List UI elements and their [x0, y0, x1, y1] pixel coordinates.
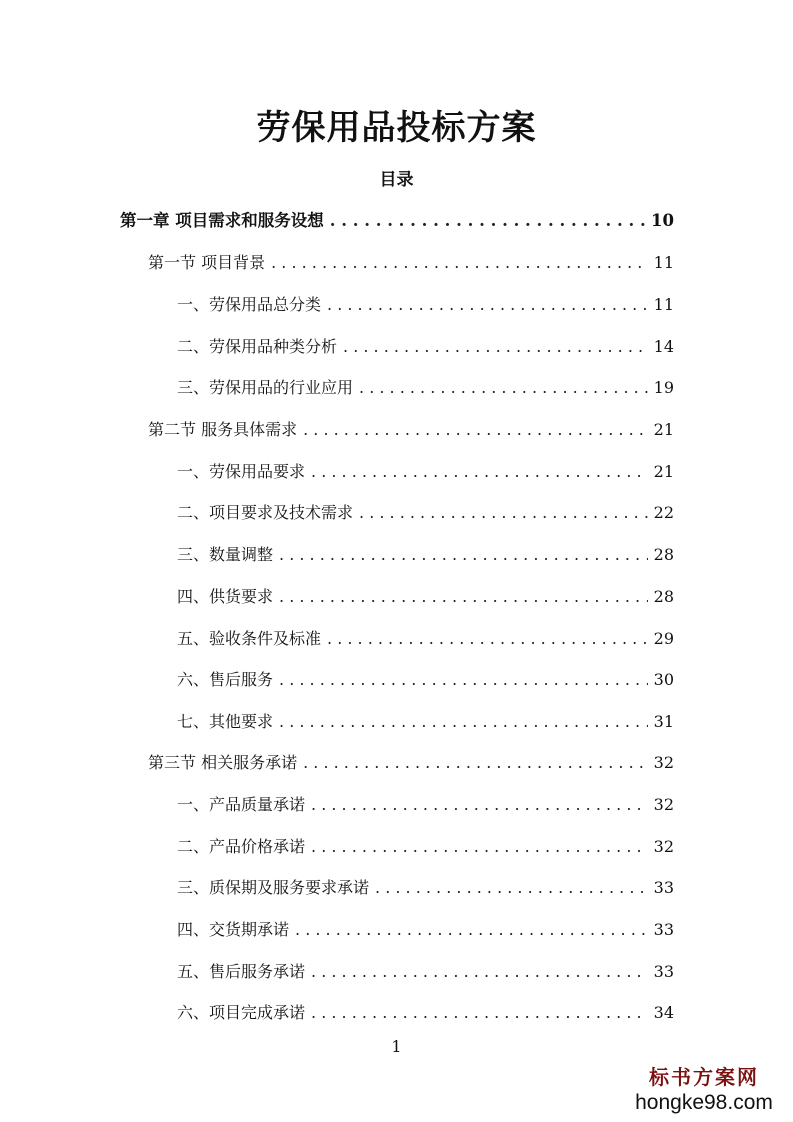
toc-entry-page: 33 — [653, 878, 674, 897]
toc-entry-item[interactable] — [177, 1000, 674, 1026]
toc-entry-item[interactable] — [177, 542, 674, 568]
toc-entry-item[interactable] — [177, 584, 674, 610]
toc-entry-item[interactable] — [177, 459, 674, 485]
toc-leader-dots — [303, 417, 648, 443]
toc-entry-label: 二、产品价格承诺 — [177, 837, 306, 856]
toc-entry-page: 33 — [653, 920, 674, 939]
toc-entry-label: 一、劳保用品总分类 — [177, 295, 322, 314]
toc-leader-dots — [311, 792, 648, 818]
toc-entry-label: 二、劳保用品种类分析 — [177, 337, 338, 356]
toc-entry-item[interactable] — [177, 917, 674, 943]
toc-leader-dots — [279, 709, 648, 735]
toc-leader-dots — [271, 250, 648, 276]
toc-entry-item[interactable] — [177, 959, 674, 985]
toc-entry-label: 第一章 项目需求和服务设想 — [120, 211, 324, 230]
toc-leader-dots — [330, 208, 645, 234]
toc-entry-page: 22 — [653, 503, 674, 522]
toc-entry-page: 32 — [653, 837, 674, 856]
toc-entry-label: 第三节 相关服务承诺 — [148, 753, 298, 772]
toc-entry-item[interactable] — [177, 792, 674, 818]
page-number: 1 — [391, 1037, 402, 1056]
toc-entry-page: 11 — [653, 253, 674, 272]
toc-leader-dots — [279, 667, 648, 693]
toc-entry-label: 三、劳保用品的行业应用 — [177, 378, 354, 397]
toc-leader-dots — [279, 542, 648, 568]
toc-leader-dots — [311, 959, 648, 985]
toc-entry-item[interactable] — [177, 709, 674, 735]
watermark-url: hongke98.com — [635, 1091, 773, 1114]
toc-entry-label: 六、项目完成承诺 — [177, 1003, 306, 1022]
toc-entry-item[interactable] — [177, 334, 674, 360]
toc-entry-page: 21 — [653, 462, 674, 481]
toc-entry-page: 29 — [653, 629, 674, 648]
toc-entry-label: 一、劳保用品要求 — [177, 462, 306, 481]
toc-entry-page: 33 — [653, 962, 674, 981]
toc-entry-label: 六、售后服务 — [177, 670, 274, 689]
toc-entry-section-3[interactable] — [148, 750, 674, 776]
toc-leader-dots — [311, 459, 648, 485]
toc-entry-label: 七、其他要求 — [177, 712, 274, 731]
toc-leader-dots — [311, 834, 648, 860]
toc-entry-item[interactable] — [177, 500, 674, 526]
toc-entry-label: 四、交货期承诺 — [177, 920, 290, 939]
toc-entry-page: 34 — [653, 1003, 674, 1022]
toc-leader-dots — [327, 292, 648, 318]
toc-entry-item[interactable] — [177, 875, 674, 901]
toc-leader-dots — [359, 500, 648, 526]
toc-entry-page: 19 — [653, 378, 674, 397]
toc-entry-page: 31 — [653, 712, 674, 731]
toc-entry-label: 二、项目要求及技术需求 — [177, 503, 354, 522]
toc-entry-page: 14 — [653, 337, 674, 356]
toc-entry-page: 28 — [653, 545, 674, 564]
toc-entry-section-2[interactable] — [148, 417, 674, 443]
toc-entry-item[interactable] — [177, 292, 674, 318]
toc-entry-label: 三、质保期及服务要求承诺 — [177, 878, 370, 897]
toc-heading: 目录 — [379, 170, 414, 190]
toc-entry-item[interactable] — [177, 834, 674, 860]
toc-leader-dots — [311, 1000, 648, 1026]
toc-entry-item[interactable] — [177, 375, 674, 401]
toc-entry-page: 11 — [653, 295, 674, 314]
document-title: 劳保用品投标方案 — [256, 108, 537, 148]
toc-entry-page: 21 — [653, 420, 674, 439]
toc-entry-chapter-1[interactable] — [120, 208, 674, 234]
toc-entry-page: 10 — [651, 211, 674, 230]
toc-entry-item[interactable] — [177, 626, 674, 652]
toc-entry-label: 一、产品质量承诺 — [177, 795, 306, 814]
toc-leader-dots — [279, 584, 648, 610]
toc-entry-page: 30 — [653, 670, 674, 689]
toc-entry-label: 三、数量调整 — [177, 545, 274, 564]
toc-leader-dots — [303, 750, 648, 776]
toc-entry-label: 四、供货要求 — [177, 587, 274, 606]
toc-leader-dots — [375, 875, 648, 901]
toc-entry-item[interactable] — [177, 667, 674, 693]
toc-leader-dots — [343, 334, 648, 360]
toc-leader-dots — [327, 626, 648, 652]
site-watermark — [629, 1064, 779, 1116]
toc-entry-page: 32 — [653, 753, 674, 772]
toc-entry-page: 28 — [653, 587, 674, 606]
toc-entry-label: 第一节 项目背景 — [148, 253, 266, 272]
toc-entry-section-1[interactable] — [148, 250, 674, 276]
toc-leader-dots — [295, 917, 648, 943]
watermark-brand: 标书方案网 — [649, 1065, 759, 1089]
toc-leader-dots — [359, 375, 648, 401]
toc-entry-page: 32 — [653, 795, 674, 814]
toc-entry-label: 第二节 服务具体需求 — [148, 420, 298, 439]
toc-entry-label: 五、售后服务承诺 — [177, 962, 306, 981]
toc-entry-label: 五、验收条件及标准 — [177, 629, 322, 648]
